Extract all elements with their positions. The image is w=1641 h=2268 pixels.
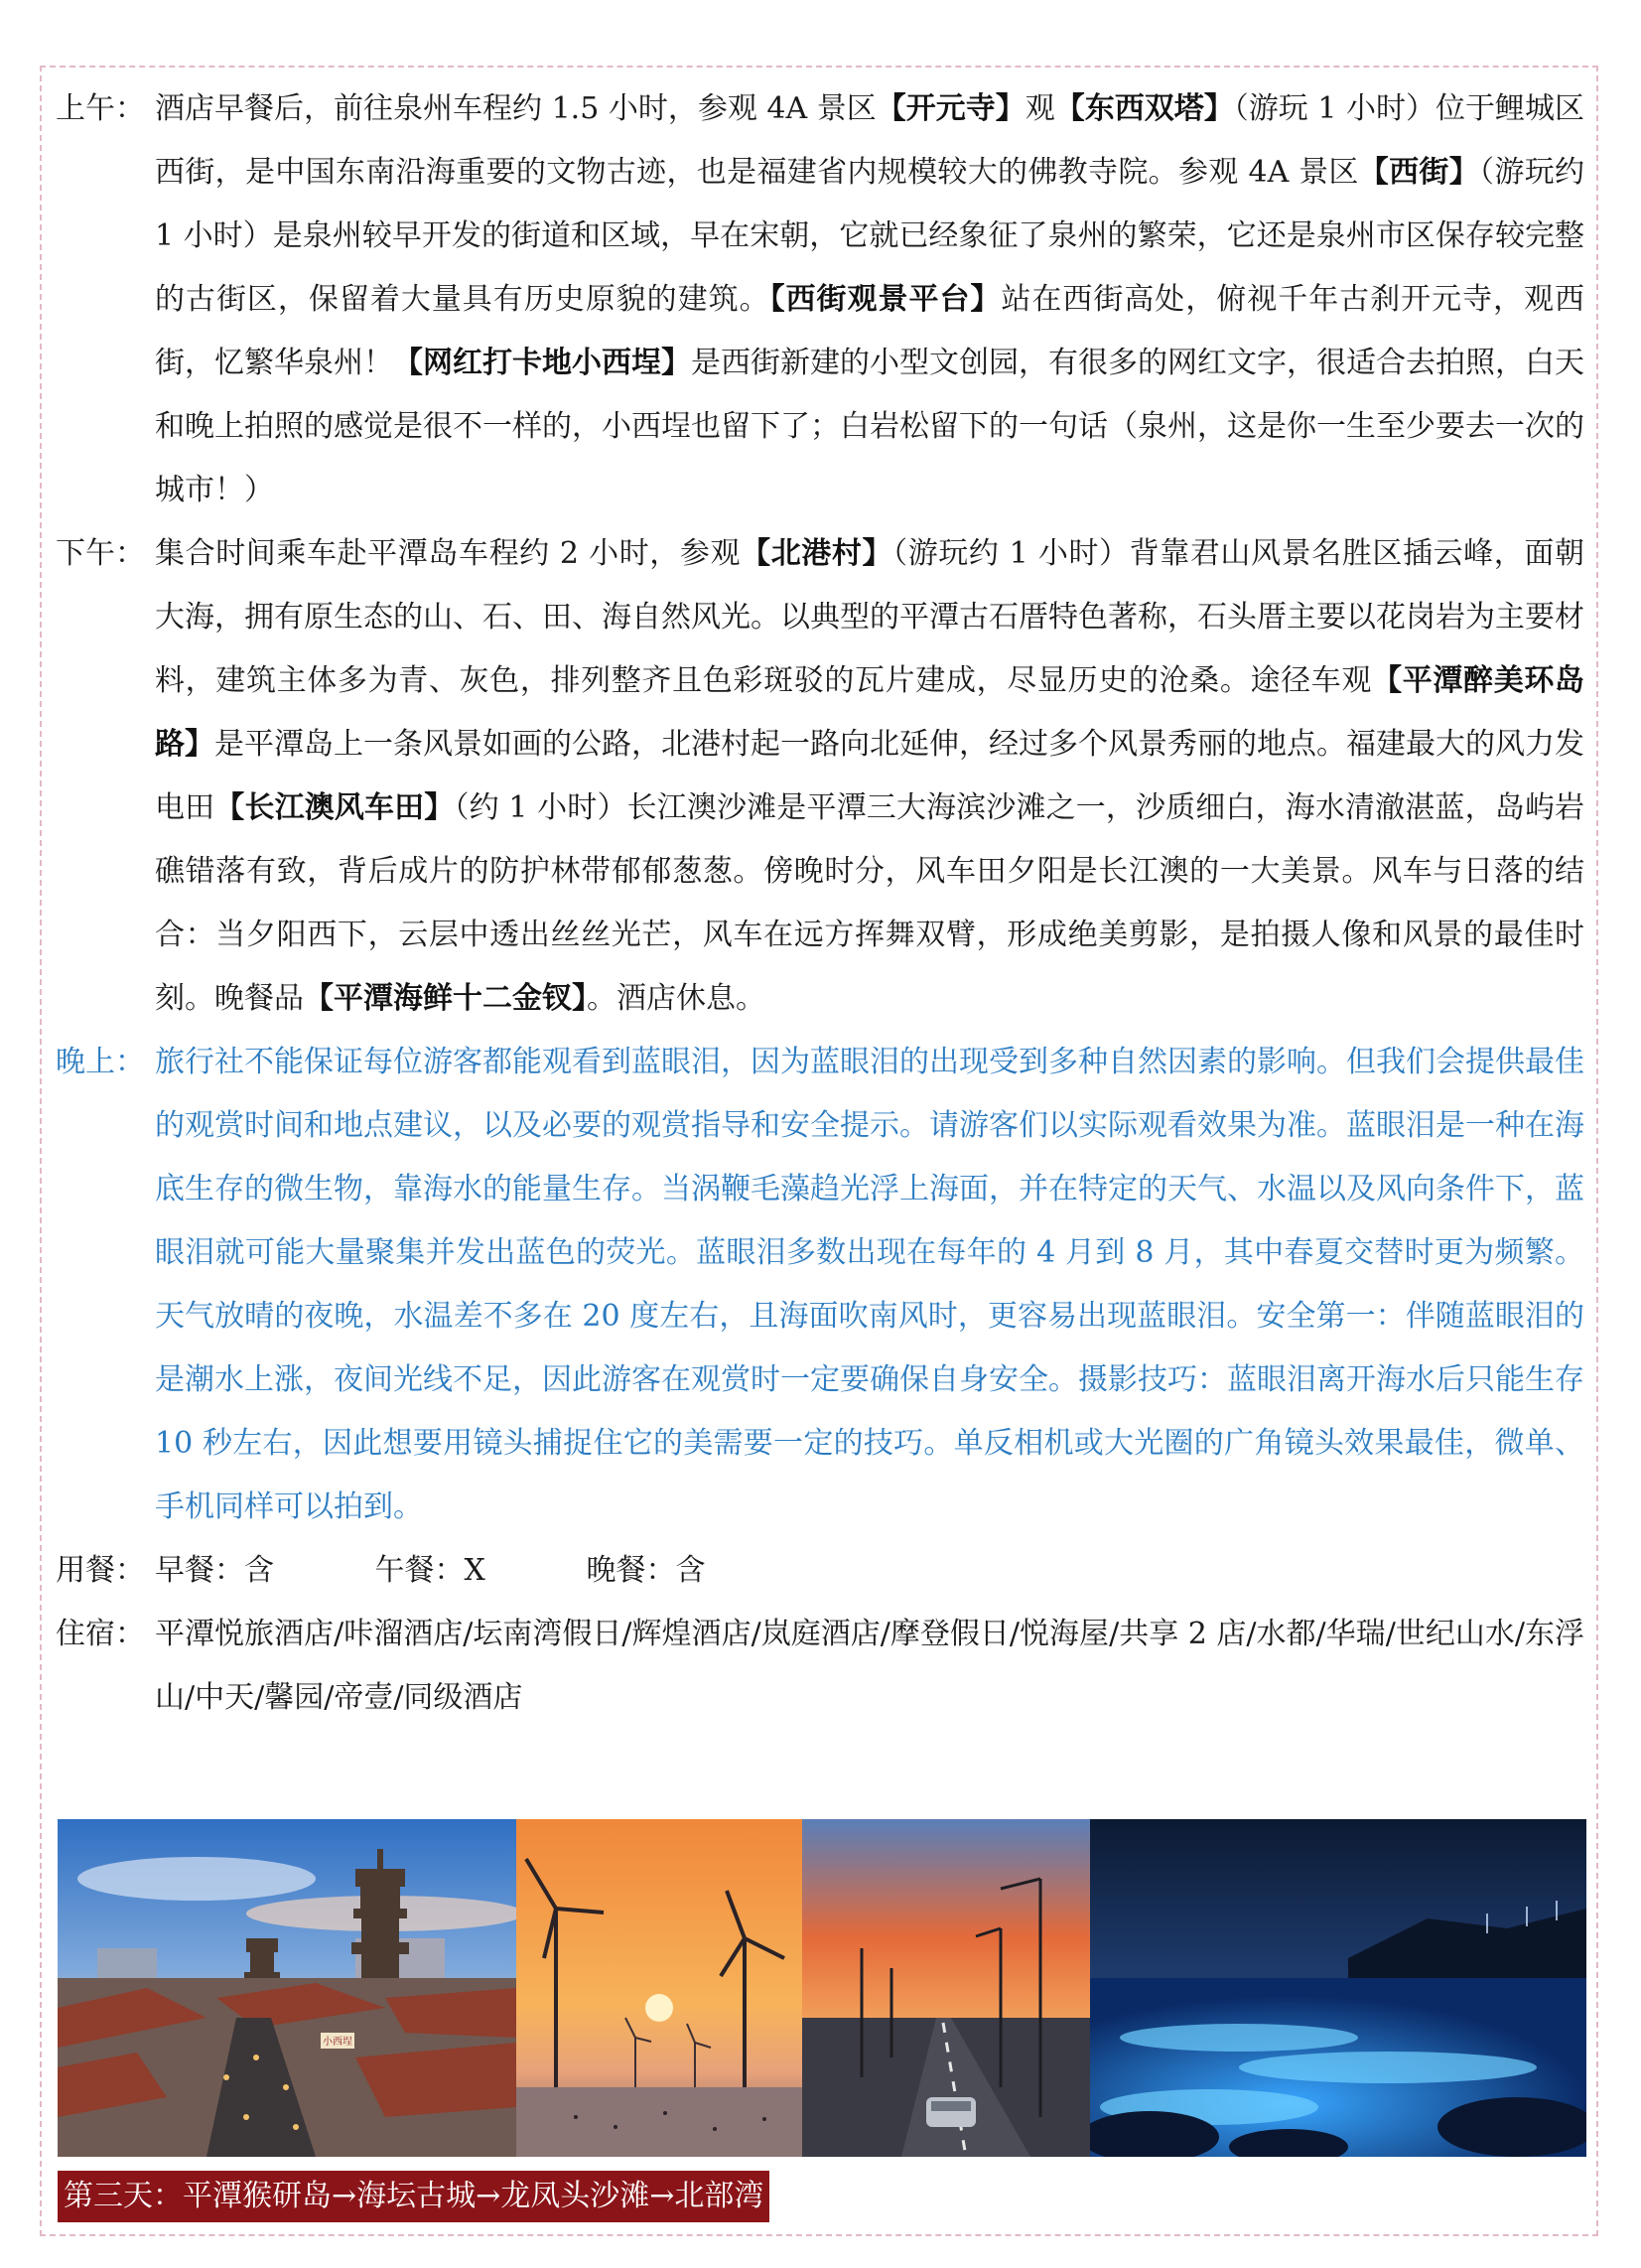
blue-tears-photo xyxy=(1090,1819,1586,2157)
description-text: 是西街新建的小型文创园，有很多的网红文字，很适合去拍照，白天和晚上拍照的感觉是很不一样的，小西埕也留下了；白岩松留下的一句话（泉州，这是你一生至少要去一次的城市！） xyxy=(155,346,1584,507)
attraction-name: 【西街】 xyxy=(1358,155,1480,190)
itinerary-content xyxy=(56,77,1584,1730)
description-text: 站在西街高处，俯视千年古刹开元寺，观西街，忆繁华泉州！ xyxy=(155,282,1585,380)
description-text: （约 1 小时）长江澳沙滩是平潭三大海滨沙滩之一，沙质细白，海水清澈湛蓝，岛屿岩礁错落有致，背后成片的防护林带郁郁葱葱。傍晚时分，风车田夕阳是长江澳的一大美景。风车与日落的结合：当夕阳西下，云层中透出丝丝光芒，风车在远方挥舞双臂，形成绝美剪影，是拍摄人像和风景的最佳时刻。晚餐品 xyxy=(155,790,1585,1016)
photo-strip xyxy=(58,1819,1586,2157)
xijie-sign-text: 小西埕 xyxy=(323,2037,352,2048)
description-text: （游玩约 1 小时）是泉州较早开发的街道和区域，早在宋朝，它就已经象征了泉州的繁荣，它还是泉州市区保存较完整的古街区，保留着大量具有历史原貌的建筑。 xyxy=(155,155,1585,317)
attraction-name: 【东西双塔】 xyxy=(1054,91,1234,126)
morning-entry xyxy=(56,77,1584,522)
morning-label: 上午： xyxy=(56,91,145,126)
day-three-banner: 第三天：平潭猴研岛→海坛古城→龙凤头沙滩→北部湾 xyxy=(58,2171,769,2222)
meals-label: 用餐： xyxy=(56,1553,145,1588)
lodging-text: 平潭悦旅酒店/咔溜酒店/坛南湾假日/辉煌酒店/岚庭酒店/摩登假日/悦海屋/共享 2 店/水都/华瑞/世纪山水/东浮山/中天/馨园/帝壹/同级酒店 xyxy=(155,1617,1584,1715)
description-text: 观 xyxy=(1025,91,1055,126)
attraction-name: 【北港村】 xyxy=(741,536,893,571)
evening-text: 旅行社不能保证每位游客都能观看到蓝眼泪，因为蓝眼泪的出现受到多种自然因素的影响。但我们会提供最佳的观赏时间和地点建议，以及必要的观赏指导和安全提示。请游客们以实际观看效果为准。蓝眼泪是一种在海底生存的微生物，靠海水的能量生存。当涡鞭毛藻趋光浮上海面，并在特定的天气、水温以及风向条件下，蓝眼泪就可能大量聚集并发出蓝色的荧光。蓝眼泪多数出现在每年的 4 月到 8 月，其中春夏交替时更为频繁。天气放晴的夜晚，水温差不多在 20 度左右，且海面吹南风时，更容易出现蓝眼泪。安全第一：伴随蓝眼泪的是潮水上涨，夜间光线不足，因此游客在观赏时一定要确保自身安全。摄影技巧：蓝眼泪离开海水后只能生存 10 秒左右，因此想要用镜头捕捉住它的美需要一定的技巧。单反相机或大光圈的广角镜头效果最佳，微单、手机同样可以拍到。 xyxy=(155,1045,1584,1524)
description-text: 酒店早餐后，前往泉州车程约 1.5 小时，参观 4A 景区 xyxy=(155,91,877,126)
lodging-label: 住宿： xyxy=(56,1617,145,1651)
description-text: （游玩 1 小时）位于鲤城区西街，是中国东南沿海重要的文物古迹，也是福建省内规模较大的佛教寺院。参观 4A 景区 xyxy=(155,91,1585,190)
evening-label: 晚上： xyxy=(56,1045,145,1079)
attraction-name: 【长江澳风车田】 xyxy=(214,790,455,825)
attraction-name: 【网红打卡地小西埕】 xyxy=(393,346,691,380)
description-text: 。酒店休息。 xyxy=(587,981,765,1016)
dinner-info: 晚餐：含 xyxy=(586,1553,706,1588)
afternoon-entry xyxy=(56,522,1584,1031)
afternoon-text xyxy=(155,522,1584,1031)
attraction-name: 【平潭海鲜十二金钗】 xyxy=(304,981,587,1016)
description-text: （游玩约 1 小时）背靠君山风景名胜区插云峰，面朝大海，拥有原生态的山、石、田、海自然风光。以典型的平潭古石厝特色著称，石头厝主要以花岗岩为主要材料，建筑主体多为青、灰色，排列整齐且色彩斑驳的瓦片建成，尽显历史的沧桑。途径车观 xyxy=(155,536,1584,698)
evening-entry xyxy=(56,1031,1584,1539)
attraction-name: 【平潭醉美环岛路】 xyxy=(155,663,1585,762)
description-text: 是平潭岛上一条风景如画的公路，北港村起一路向北延伸，经过多个风景秀丽的地点。福建最大的风力发电田 xyxy=(155,727,1584,825)
description-text: 集合时间乘车赴平潭岛车程约 2 小时，参观 xyxy=(155,536,742,571)
windmill-sunset-photo xyxy=(516,1819,802,2157)
morning-text xyxy=(155,77,1584,522)
attraction-name: 【西街观景平台】 xyxy=(769,282,1002,317)
meals-entry xyxy=(56,1539,1584,1603)
xijie-pagoda-photo xyxy=(58,1819,516,2157)
lodging-entry xyxy=(56,1603,1584,1730)
attraction-name: 【开元寺】 xyxy=(876,91,1026,126)
meals-text xyxy=(155,1539,1584,1603)
island-road-photo xyxy=(802,1819,1090,2157)
lunch-info: 午餐：X xyxy=(374,1553,485,1588)
breakfast-info: 早餐：含 xyxy=(155,1553,274,1588)
afternoon-label: 下午： xyxy=(56,536,145,571)
